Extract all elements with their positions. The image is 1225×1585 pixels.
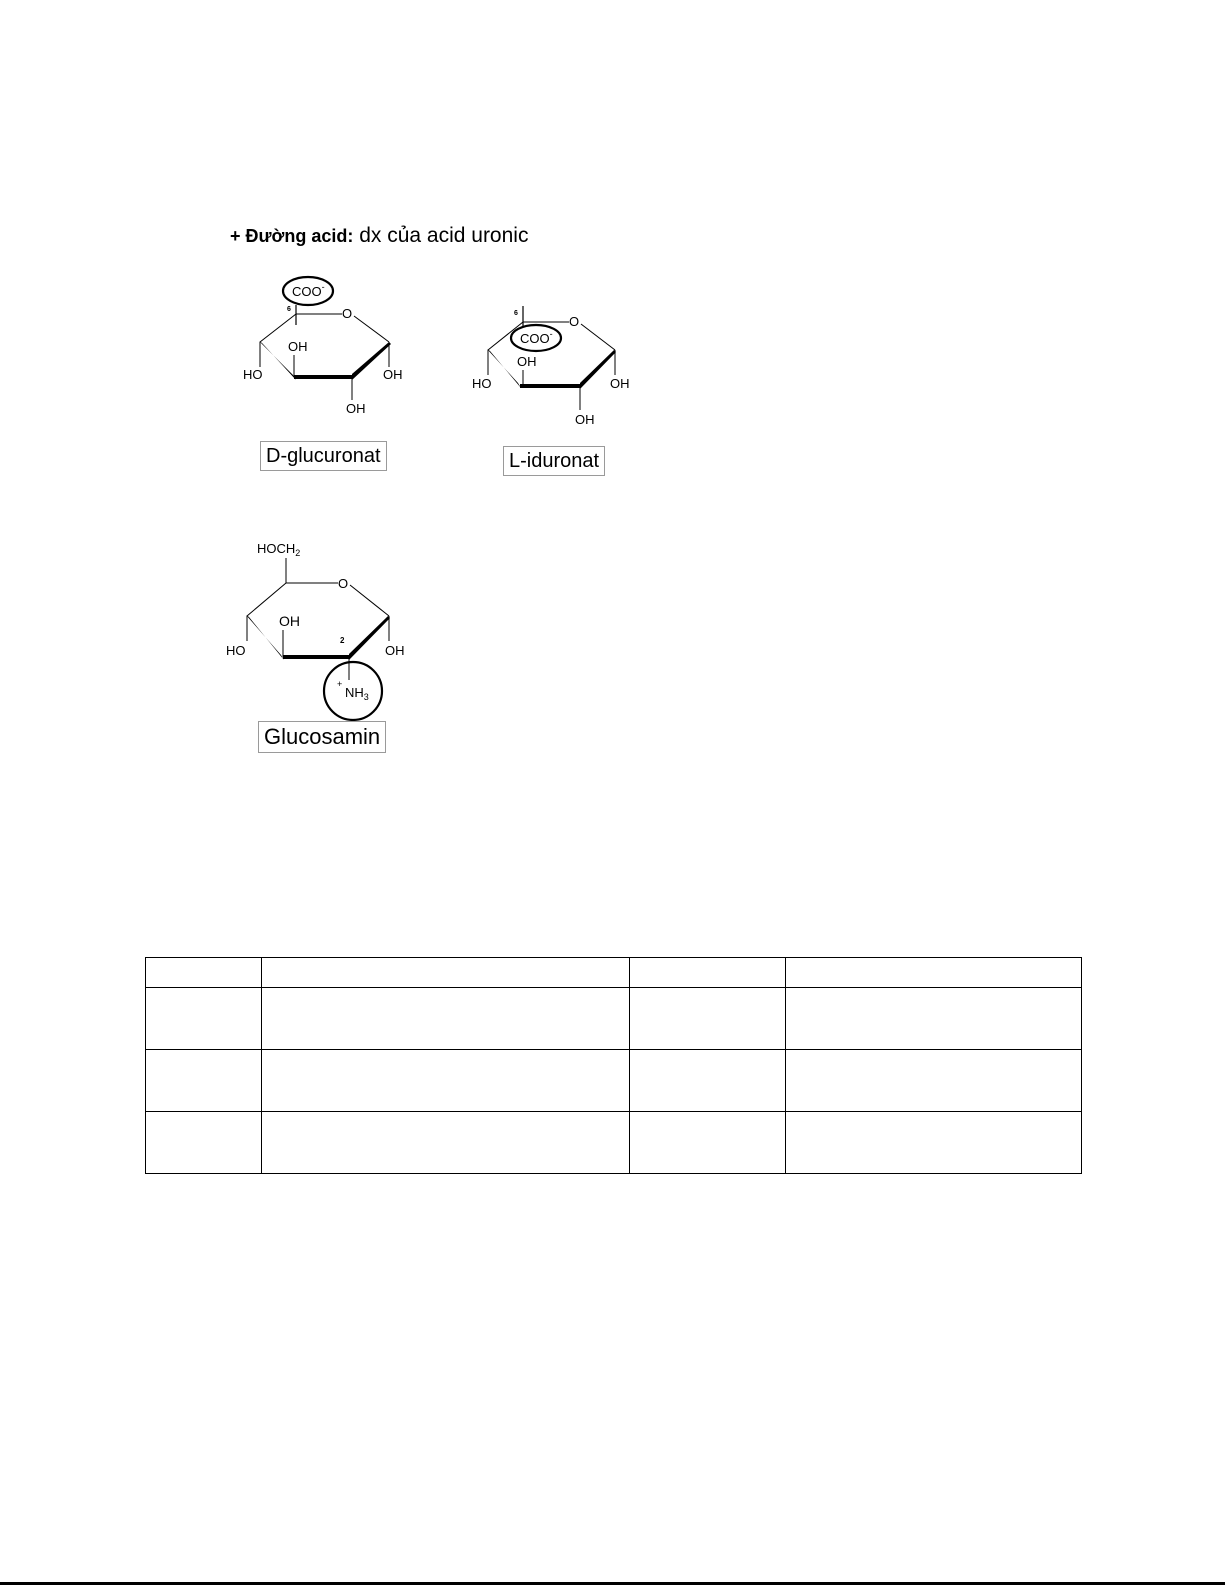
table-cell [262,958,630,988]
table-cell [630,1050,786,1112]
l-iduronat-structure [472,306,630,427]
ring-oxygen: O [342,306,353,321]
oh-left: HO [472,376,492,391]
table-row [146,988,1082,1050]
coo-label: COO- [520,329,553,346]
amine-label: $NH_3$ [345,685,369,702]
oh-right: OH [610,376,630,391]
heading-bold: + Đường acid: [230,226,354,246]
heading-text: dx của acid uronic [353,224,529,247]
table-cell [146,958,262,988]
amine-charge: + [337,679,343,689]
carbon-number: 2 [340,636,345,645]
table-cell [786,988,1082,1050]
table-row [146,958,1082,988]
glucosamin-structure [226,541,405,720]
d-glucuronat-structure [243,277,403,416]
oh-bottom: OH [346,401,366,416]
carbon-number: 6 [514,310,518,317]
coo-label: COO- [292,282,325,299]
oh-right: OH [383,367,403,382]
ring-oxygen: O [569,314,580,329]
oh-top: OH [288,339,308,354]
table-cell [146,988,262,1050]
oh-right: OH [385,643,405,658]
table-cell [786,1050,1082,1112]
hoch2-label: $HOCH_2$ [257,541,301,558]
caption-l-iduronat: L-iduronat [503,446,605,476]
oh-bottom: OH [575,412,595,427]
ring-oxygen: O [338,576,349,591]
table-cell [146,1112,262,1174]
table-cell [262,988,630,1050]
caption-glucosamin: Glucosamin [258,721,386,753]
table-cell [146,1050,262,1112]
table-row [146,1112,1082,1174]
table-cell [630,1112,786,1174]
table-cell [786,958,1082,988]
oh-left: HO [243,367,263,382]
table-cell [630,958,786,988]
table-cell [262,1050,630,1112]
carbon-number: 6 [287,306,291,313]
table-cell [262,1112,630,1174]
oh-left: HO [226,643,246,658]
caption-d-glucuronat: D-glucuronat [260,441,387,471]
oh-top: OH [517,354,537,369]
table-cell [630,988,786,1050]
table-row [146,1050,1082,1112]
empty-table [145,957,1082,1174]
table-cell [786,1112,1082,1174]
oh-top: OH [279,613,300,629]
